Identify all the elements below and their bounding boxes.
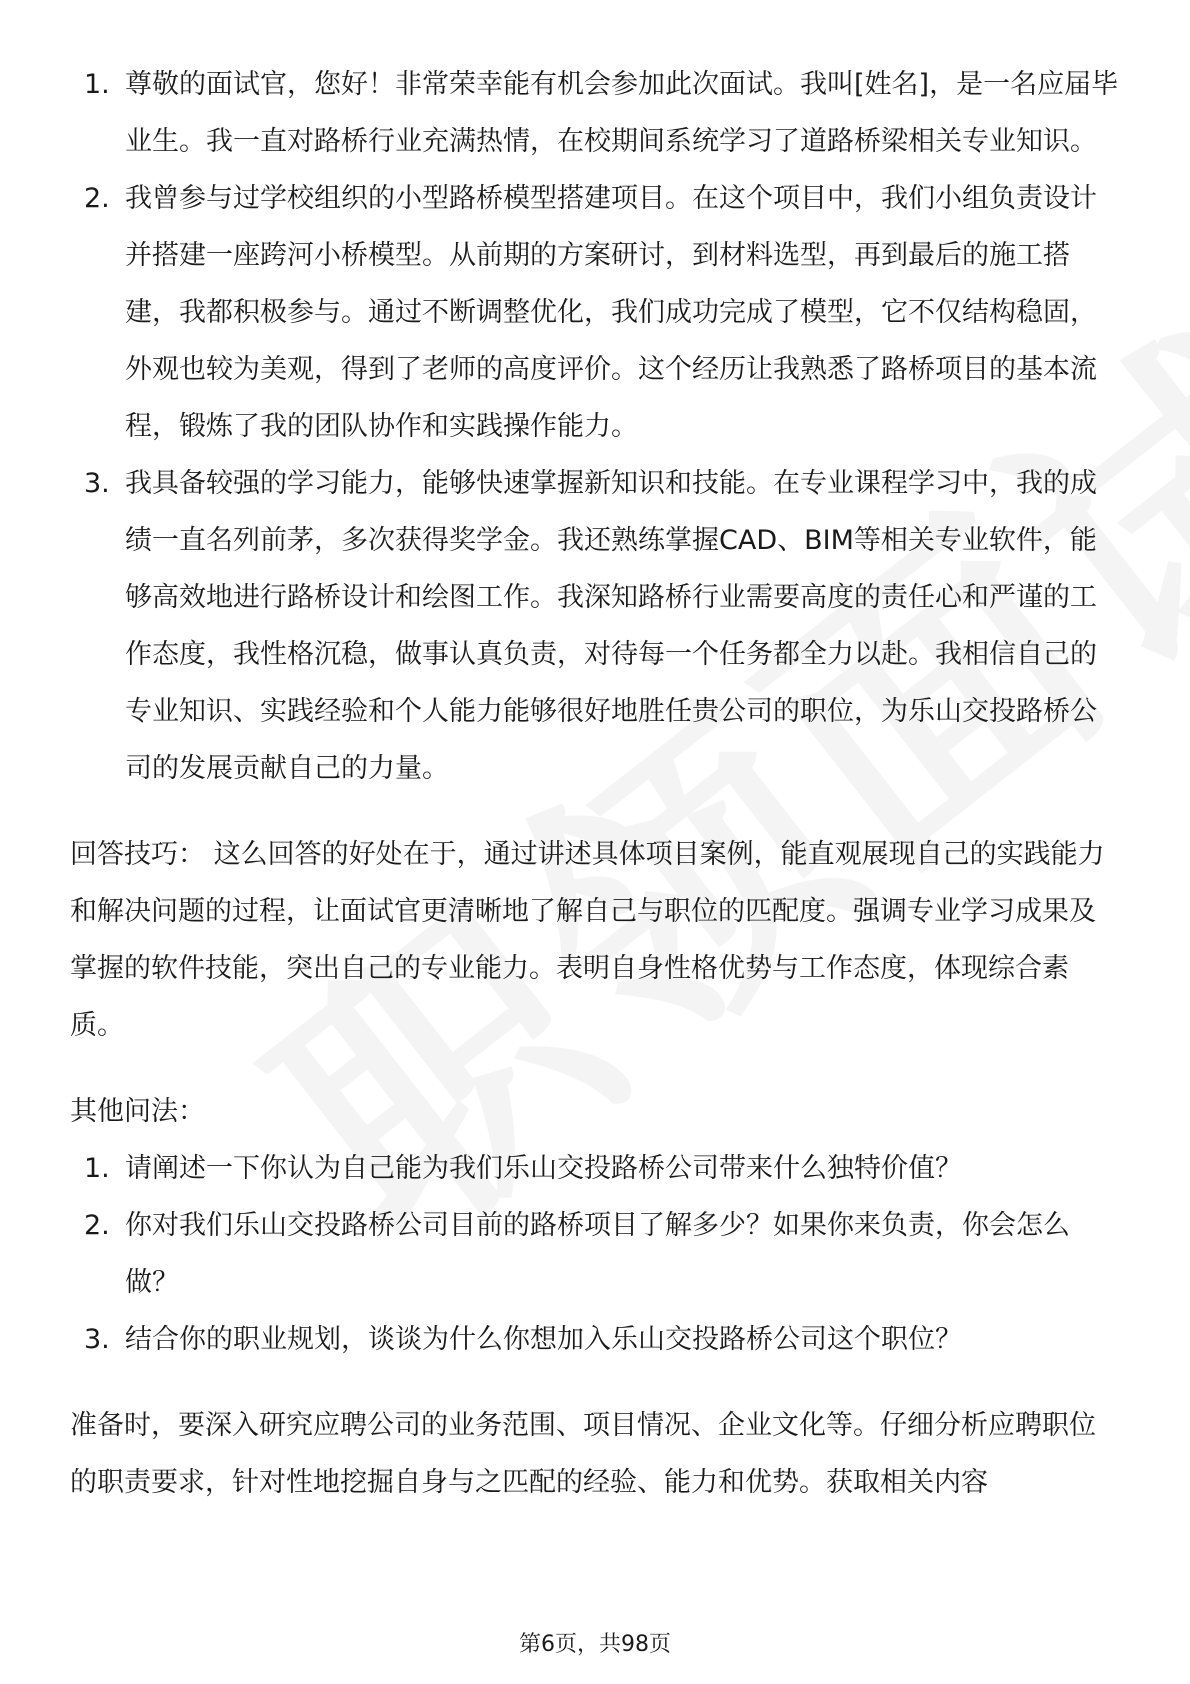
list-number: 1.	[84, 69, 110, 100]
list-number: 3.	[84, 468, 110, 499]
list-text: 结合你的职业规划，谈谈为什么你想加入乐山交投路桥公司这个职位？	[125, 1324, 962, 1355]
other-questions-heading: 其他问法：	[70, 1096, 205, 1127]
list-item	[70, 1311, 1120, 1368]
list-number: 1.	[84, 1153, 110, 1184]
list-number: 3.	[84, 1324, 110, 1355]
list-item	[70, 56, 1120, 170]
list-item	[70, 1140, 1120, 1197]
list-item	[70, 1197, 1120, 1311]
list-number: 2.	[84, 1210, 110, 1241]
list-item	[70, 170, 1120, 455]
answer-tips: 回答技巧： 这么回答的好处在于，通过讲述具体项目案例，能直观展现自己的实践能力和解决问题的过程，让面试官更清晰地了解自己与职位的匹配度。强调专业学习成果及掌握的软件技能，突出自己的专业能力。表明自身性格优势与工作态度，体现综合素质。	[70, 839, 1105, 1041]
other-questions-list	[70, 1140, 1120, 1368]
list-item	[70, 455, 1120, 797]
answer-list	[70, 56, 1120, 797]
list-number: 2.	[84, 183, 110, 214]
document-body	[70, 56, 1120, 1511]
preparation-advice: 准备时，要深入研究应聘公司的业务范围、项目情况、企业文化等。仔细分析应聘职位的职责要求，针对性地挖掘自身与之匹配的经验、能力和优势。获取相关内容	[70, 1410, 1096, 1498]
list-text: 尊敬的面试官，您好！非常荣幸能有机会参加此次面试。我叫[姓名]，是一名应届毕业生。我一直对路桥行业充满热情，在校期间系统学习了道路桥梁相关专业知识。	[125, 69, 1119, 157]
list-text: 我曾参与过学校组织的小型路桥模型搭建项目。在这个项目中，我们小组负责设计并搭建一座跨河小桥模型。从前期的方案研讨，到材料选型，再到最后的施工搭建，我都积极参与。通过不断调整优化，我们成功完成了模型，它不仅结构稳固，外观也较为美观，得到了老师的高度评价。这个经历让我熟悉了路桥项目的基本流程，锻炼了我的团队协作和实践操作能力。	[125, 183, 1097, 442]
list-text: 我具备较强的学习能力，能够快速掌握新知识和技能。在专业课程学习中，我的成绩一直名列前茅，多次获得奖学金。我还熟练掌握CAD、BIM等相关专业软件，能够高效地进行路桥设计和绘图工作。我深知路桥行业需要高度的责任心和严谨的工作态度，我性格沉稳，做事认真负责，对待每一个任务都全力以赴。我相信自己的专业知识、实践经验和个人能力能够很好地胜任贵公司的职位，为乐山交投路桥公司的发展贡献自己的力量。	[125, 468, 1097, 784]
page-footer: 第6页，共98页	[519, 1632, 671, 1657]
list-text: 请阐述一下你认为自己能为我们乐山交投路桥公司带来什么独特价值？	[125, 1153, 962, 1184]
list-text: 你对我们乐山交投路桥公司目前的路桥项目了解多少？如果你来负责，你会怎么做？	[125, 1210, 1070, 1298]
